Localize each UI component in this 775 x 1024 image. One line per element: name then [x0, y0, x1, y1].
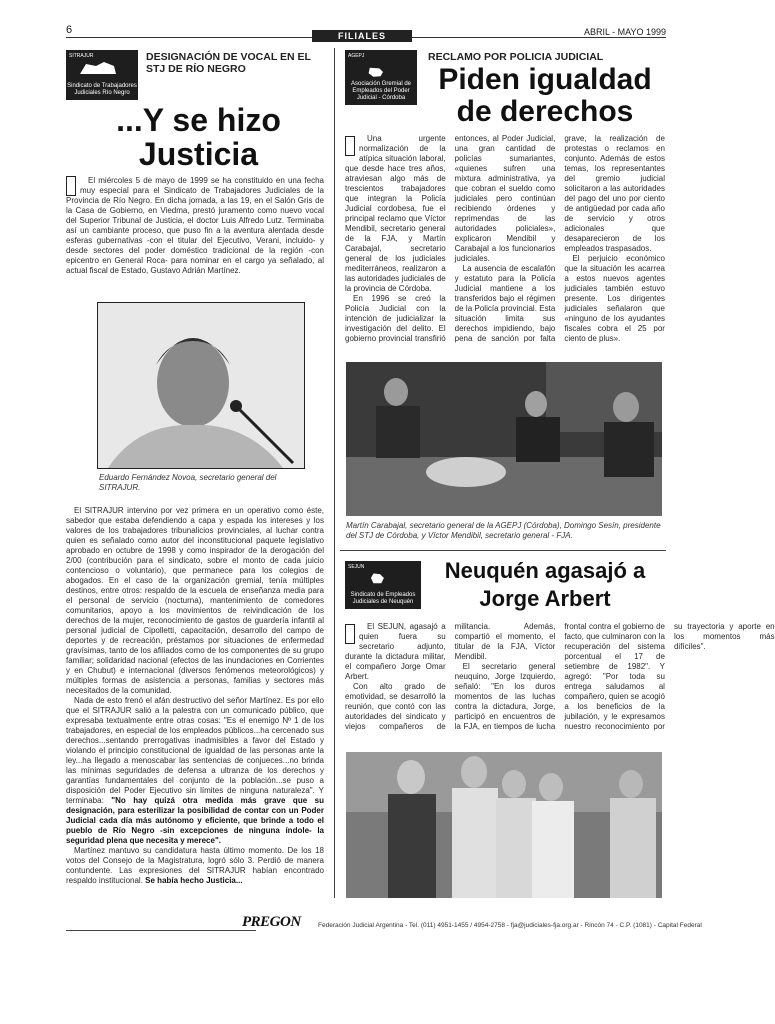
body-paragraph-2: Con alto grado de emotividad, se desarrolló la reunión, que contó con las autoridades del sindicato y viejos compañeros de militancia. Además, compartió el momento, el titular de la FJA, Víctor Mendibil.	[345, 622, 556, 731]
logo-badge: SEJUN	[348, 564, 365, 570]
sitrajur-logo	[66, 50, 138, 100]
logo-badge: SITRAJUR	[69, 53, 94, 59]
left-headline-line-1: ...Y se hizo	[116, 102, 281, 138]
column-divider	[334, 48, 335, 898]
novoa-photo	[97, 302, 305, 469]
body-paragraph-3: Martínez mantuvo su candidatura hasta último momento. De los 18 votos del Consejo de la Magistratura, logró sólo 3. Perdió de manera contundente. Las expresiones del SITRAJUR habían encontrado respaldo institucional. Se había hecho Justicia...	[66, 846, 324, 885]
portrait-illustration	[98, 303, 304, 468]
rio-negro-map-icon	[78, 60, 118, 76]
novoa-caption: Eduardo Fernández Novoa, secretario general del SITRAJUR.	[99, 473, 277, 492]
pregon-logo: PREGON	[242, 914, 301, 930]
article-divider	[340, 550, 666, 551]
body-paragraph-3: El secretario general neuquino, Jorge Izquierdo, señaló: "En los duros momentos de las luchas contra la dictadura, Jorge, participó en encuentros de la FJA, en tiempos de lucha frontal contra el gobierno de facto, que culminaron con la recuperación del sistema porcentual el 17 de setiembre de 1982". Y agregó: "Por toda su entrega saludamos al compañero, quien se acogió a los beneficios de la jubilación, y le expresamos nuestro reconocimiento por su trayectoria y aporte en los momentos más difíciles".	[454, 622, 775, 731]
issue-date: ABRIL - MAYO 1999	[583, 27, 666, 37]
left-kicker: DESIGNACIÓN DE VOCAL EN EL STJ DE RÍO NEGRO	[146, 51, 311, 75]
logo-badge: AGEPJ	[348, 53, 365, 59]
body-paragraph-3: La ausencia de escalafón y estatuto para la Policía Judicial mantiene a los transferidos bajo el régimen de la Policía provincial. Esta situación limita sus derechos impidiendo, bajo pena de sanción por falta grave, la realización de protestas o reclamos en conjunto. Además de estos temas, los representantes del gremio judicial solicitaron a las autoridades del pago del uno por ciento de antigüedad por cada año de servicio y otros adicionales que desaparecieron de los empleados traspasados.	[454, 134, 665, 343]
neuquen-headline-line-2: Jorge Arbert	[479, 586, 611, 611]
drop-marker	[345, 136, 355, 156]
right-top-body	[345, 134, 665, 350]
agepj-logo	[345, 50, 417, 105]
right-headline-line-1: Piden igualdad	[438, 63, 652, 96]
group-illustration	[346, 752, 662, 898]
sejun-logo	[345, 561, 421, 609]
meeting-illustration	[346, 362, 662, 516]
right-headline-line-2: de derechos	[456, 95, 634, 128]
meeting-caption: Martín Carabajal, secretario general de la AGEPJ (Córdoba), Domingo Sesín, presidente del STJ de Córdoba, y Víctor Mendibil, secretario general - FJA.	[346, 521, 661, 540]
page-number: 6	[66, 24, 73, 36]
footer-contact: Federación Judicial Argentina - Tel. (011) 4951-1455 / 4954-2758 - fja@judiciales-fja.org.ar - Rincón 74 - C.P. (1081) - Capital Federal	[318, 922, 702, 929]
lead-paragraph: El miércoles 5 de mayo de 1999 se ha constituido en una fecha muy especial para el Sindicato de Trabajadores Judiciales de la Provincia de Río Negro. En dicha jornada, a las 19, en el Salón Gris de la Casa de Gobierno, en Viedma, prestó juramento como nuevo vocal del Superior Tribunal de Justicia, el doctor Luis Alfredo Lutz. Terminaba así un cambiante proceso, que puso fin a la aventura alentada desde esferas gubernativas -con el titular del Ejecutivo, Verani, incluido- y desde sectores del poder doméstico tradicional de la región -con epicentro en General Roca- para nominar en el cargo ya señalado, al actual fiscal de Estado, Gustavo Adrián Martínez.	[66, 176, 324, 275]
body-paragraph-2: Nada de esto frenó el afán destructivo del señor Martínez. Es por ello que el SITRAJUR salió a la palestra con un comunicado público, que expresaba textualmente entre otras cosas: "Es el enemigo Nº 1 de los trabajadores, en especial de los empleados públicos...ha cercenado sus derechos...sentando prerrogativas inadmisibles a favor del Estado y violando el principio constitucional de igualdad de las personas ante la ley...ha llegado a menoscabar las sentencias de conjueces...no brinda las mínimas seguridades de defensa a ultranza de los derechos y garantías fundamentales del conjunto de la población...se puso a disposición del Poder Ejecutivo sin límites de ninguna naturaleza". Y terminaba: "No hay quizá otra medida más grave que su designación, para esterilizar la posibilidad de contar con un Poder Judicial cada día más autónomo y eficiente, que brinde a todo el pueblo de Río Negro -sin excepciones de ninguna índole- la seguridad plena que necesita y merece".	[66, 696, 324, 845]
closing-line: Se había hecho Justicia...	[145, 876, 243, 885]
logo-caption: Sindicato de Trabajadores Judiciales Río Negro	[67, 83, 137, 96]
neuquen-headline-line-1: Neuquén agasajó a	[444, 558, 646, 583]
logo-caption: Sindicato de Empleados Judiciales de Neuquén	[350, 592, 416, 605]
left-body	[66, 506, 324, 886]
body-paragraph-1: El SITRAJUR intervino por vez primera en un operativo como éste, sabedor que estaba defendiendo a capa y espada los intereses y los valores de los trabajadores tribunalicios provinciales, al luchar contra quien es señalado como autor del inconstitucional paquete legislativo aprobado en octubre de 1998 y como inspirador de la derogación del 2/00 (contribución para el sindicato, sobre el monto de cada juicio contencioso o voluntario), que permanece para los colegios de abogados. En el caso de la organización gremial, tenía múltiples destinos, entre otros: respaldo de la escuela de enseñanza media para el personal de servicio (nocturna), mantenimiento de comedores comunitarios, apoyo a los movimientos de reivindicación de los derechos de la mujer, reconocimiento de gastos de guardería infantil al personal judicial de Cipolletti, capacitación, desarrollo del campo de deportes y de recreación, préstamos por situaciones de enfermedad gravísimas, tanto de los afiliados como de los componentes de su grupo familiar; solidaridad nacional (efectos de las inundaciones en Corrientes y en Chubut) e internacional (diversos fenómenos meteorológicos) y múltiples formas de asistencia a personas, familias y sectores más necesitados de la comunidad.	[66, 506, 324, 695]
left-lead	[66, 176, 324, 276]
drop-marker	[345, 624, 355, 644]
body-paragraph-2: En 1996 se creó la Policía Judicial con la intención de judicializar la investigación del delito. El gobierno provincial transfirió entonces, al Poder Judicial, una gran cantidad de policías sumariantes, «quienes sufren una mixtura administrativa, ya que cobran el sueldo como judiciales pero continúan recibiendo órdenes y reprimendas de las autoridades policiales», explicaron Mendibil y Carabajal a los funcionarios judiciales.	[345, 134, 556, 343]
right-kicker: RECLAMO POR POLICIA JUDICIAL	[428, 51, 604, 63]
group-photo	[346, 752, 662, 898]
logo-caption: Asociación Gremial de Empleados del Poder Judicial - Córdoba	[350, 81, 412, 101]
drop-marker	[66, 176, 76, 196]
body-paragraph-1: El SEJUN, agasajó a quien fuera su secretario adjunto, durante la dictadura militar, el compañero Jorge Omar Arbert.	[345, 622, 446, 681]
body-paragraph-1: Una urgente normalización de la atípica situación laboral, que desde hace tres años, atraviesan algo más de trescientos trabajadores que integran la Policía Judicial cordobesa, fue el principal reclamo que Víctor Mendibil, secretario general de la FJA, y Martín Carabajal, secretario general de los judiciales mediterráneos, realizaron a las autoridades judiciales de la provincia de Córdoba.	[345, 134, 446, 293]
right-bottom-body	[345, 622, 775, 740]
meeting-photo	[346, 362, 662, 516]
quoted-statement: "No hay quizá otra medida más grave que su designación, para esterilizar la posibilidad de contar con un Poder Judicial cada día más autónomo y eficiente, que brinde a todo el pueblo de Río Negro -sin excepciones de ninguna índole- la seguridad plena que necesita y merece".	[66, 796, 324, 845]
section-label: FILIALES	[312, 30, 412, 42]
left-headline-line-2: Justicia	[138, 136, 259, 172]
footer-rule-left	[66, 930, 256, 931]
neuquen-map-icon	[367, 567, 393, 589]
body-paragraph-4: El perjuicio económico que la situación les acarrea a estos nuevos agentes judiciales también estuvo presente. Los dirigentes judiciales señalaron que «ninguno de los ayudantes fiscales cobra el 25 por ciento de plus».	[564, 254, 665, 343]
